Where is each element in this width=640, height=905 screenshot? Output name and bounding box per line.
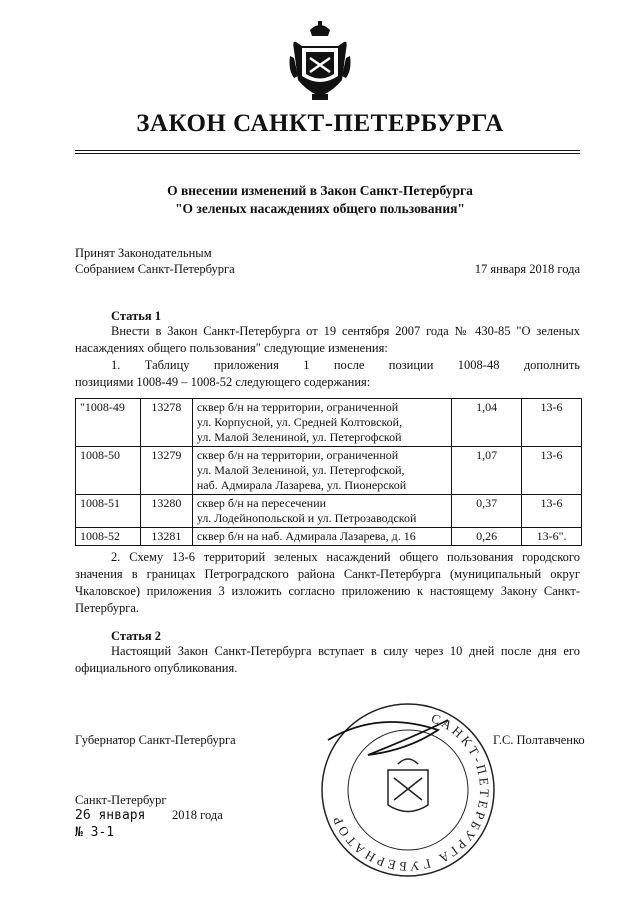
article-1-intro-text: Внести в Закон Санкт-Петербурга от 19 сентября 2007 года № 430-85 "О зеленых насаждениях общего пользования" следующие изменения:: [75, 324, 580, 355]
description-line: сквер б/н на пересечении: [196, 496, 327, 510]
item-2-text: 2. Схему 13-6 территорий зеленых насаждений общего пользования городского значения в границах Петроградского района Санкт-Петербурга (муниципальный округ Чкаловское) приложения 3 изложить согласно приложению к настоящему Закону Санкт-Петербурга.: [75, 550, 580, 615]
table-row: [76, 528, 582, 546]
description-cell: [192, 528, 451, 546]
law-title: ЗАКОН САНКТ-ПЕТЕРБУРГА: [136, 110, 504, 137]
position-cell: 1008-50: [76, 447, 141, 495]
description-line: наб. Адмирала Лазарева, ул. Пионерской: [196, 478, 407, 492]
title-rule: [75, 150, 580, 154]
positions-table: [75, 398, 582, 546]
subtitle-line-2: "О зеленых насаждениях общего пользования": [175, 201, 465, 216]
area-cell: 0,37: [452, 495, 522, 528]
code-cell: 13278: [140, 399, 192, 447]
coat-of-arms-icon: [288, 20, 352, 102]
description-cell: [192, 399, 451, 447]
description-cell: [192, 495, 451, 528]
table-row: [76, 495, 582, 528]
scheme-cell: 13-6: [522, 399, 582, 447]
description-line: сквер б/н на наб. Адмирала Лазарева, д. 16: [196, 529, 416, 543]
signature-name: Г.С. Полтавченко: [493, 733, 585, 747]
description-line: ул. Малой Зелениной, ул. Петергофской,: [196, 463, 405, 477]
table-row: [76, 399, 582, 447]
description-line: ул. Лодейнопольской и ул. Петрозаводской: [196, 511, 417, 525]
footer-date-day: 26 января: [75, 808, 146, 823]
scheme-cell: 13-6: [522, 495, 582, 528]
scheme-cell: 13-6".: [522, 528, 582, 546]
position-cell: 1008-51: [76, 495, 141, 528]
footer-number: № 3-1: [75, 825, 115, 840]
footer-date-year: 2018 года: [172, 808, 223, 822]
article-2-text: Настоящий Закон Санкт-Петербурга вступает в силу через 10 дней после дня его официального опубликования.: [75, 644, 580, 675]
adoption-date: 17 января 2018 года: [474, 262, 580, 276]
article-2: [75, 643, 580, 677]
official-seal-icon: [318, 700, 498, 880]
area-cell: 0,26: [452, 528, 522, 546]
scheme-cell: 13-6: [522, 447, 582, 495]
seal-text: САНКТ-ПЕТЕРБУРГА ГУБЕРНАТОР: [328, 710, 493, 875]
position-cell: "1008-49: [76, 399, 141, 447]
position-cell: 1008-52: [76, 528, 141, 546]
table-row: [76, 447, 582, 495]
code-cell: 13281: [140, 528, 192, 546]
area-cell: 1,04: [452, 399, 522, 447]
area-cell: 1,07: [452, 447, 522, 495]
article-1-item-1: [75, 357, 580, 391]
item-1-line-2: позициями 1008-49 – 1008-52 следующего содержания:: [75, 375, 371, 389]
article-1-heading: Статья 1: [111, 309, 161, 323]
code-cell: 13279: [140, 447, 192, 495]
article-1-item-2: [75, 549, 580, 617]
article-1-intro: [75, 323, 580, 357]
footer-city: Санкт-Петербург: [75, 793, 167, 807]
description-line: сквер б/н на территории, ограниченной: [196, 448, 399, 462]
description-line: ул. Малой Зелениной, ул. Петергофской: [196, 430, 402, 444]
subtitle-line-1: О внесении изменений в Закон Санкт-Петербурга: [167, 183, 473, 198]
code-cell: 13280: [140, 495, 192, 528]
item-1-line-1: 1. Таблицу приложения 1 после позиции 1008-48 дополнить: [111, 358, 580, 372]
adopted-line-1: Принят Законодательным: [75, 246, 212, 260]
signature-position: Губернатор Санкт-Петербурга: [75, 733, 236, 747]
description-cell: [192, 447, 451, 495]
adopted-line-2: Собранием Санкт-Петербурга: [75, 262, 235, 276]
description-line: ул. Корпусной, ул. Средней Колтовской,: [196, 415, 403, 429]
description-line: сквер б/н на территории, ограниченной: [196, 400, 399, 414]
article-2-heading: Статья 2: [111, 629, 161, 643]
